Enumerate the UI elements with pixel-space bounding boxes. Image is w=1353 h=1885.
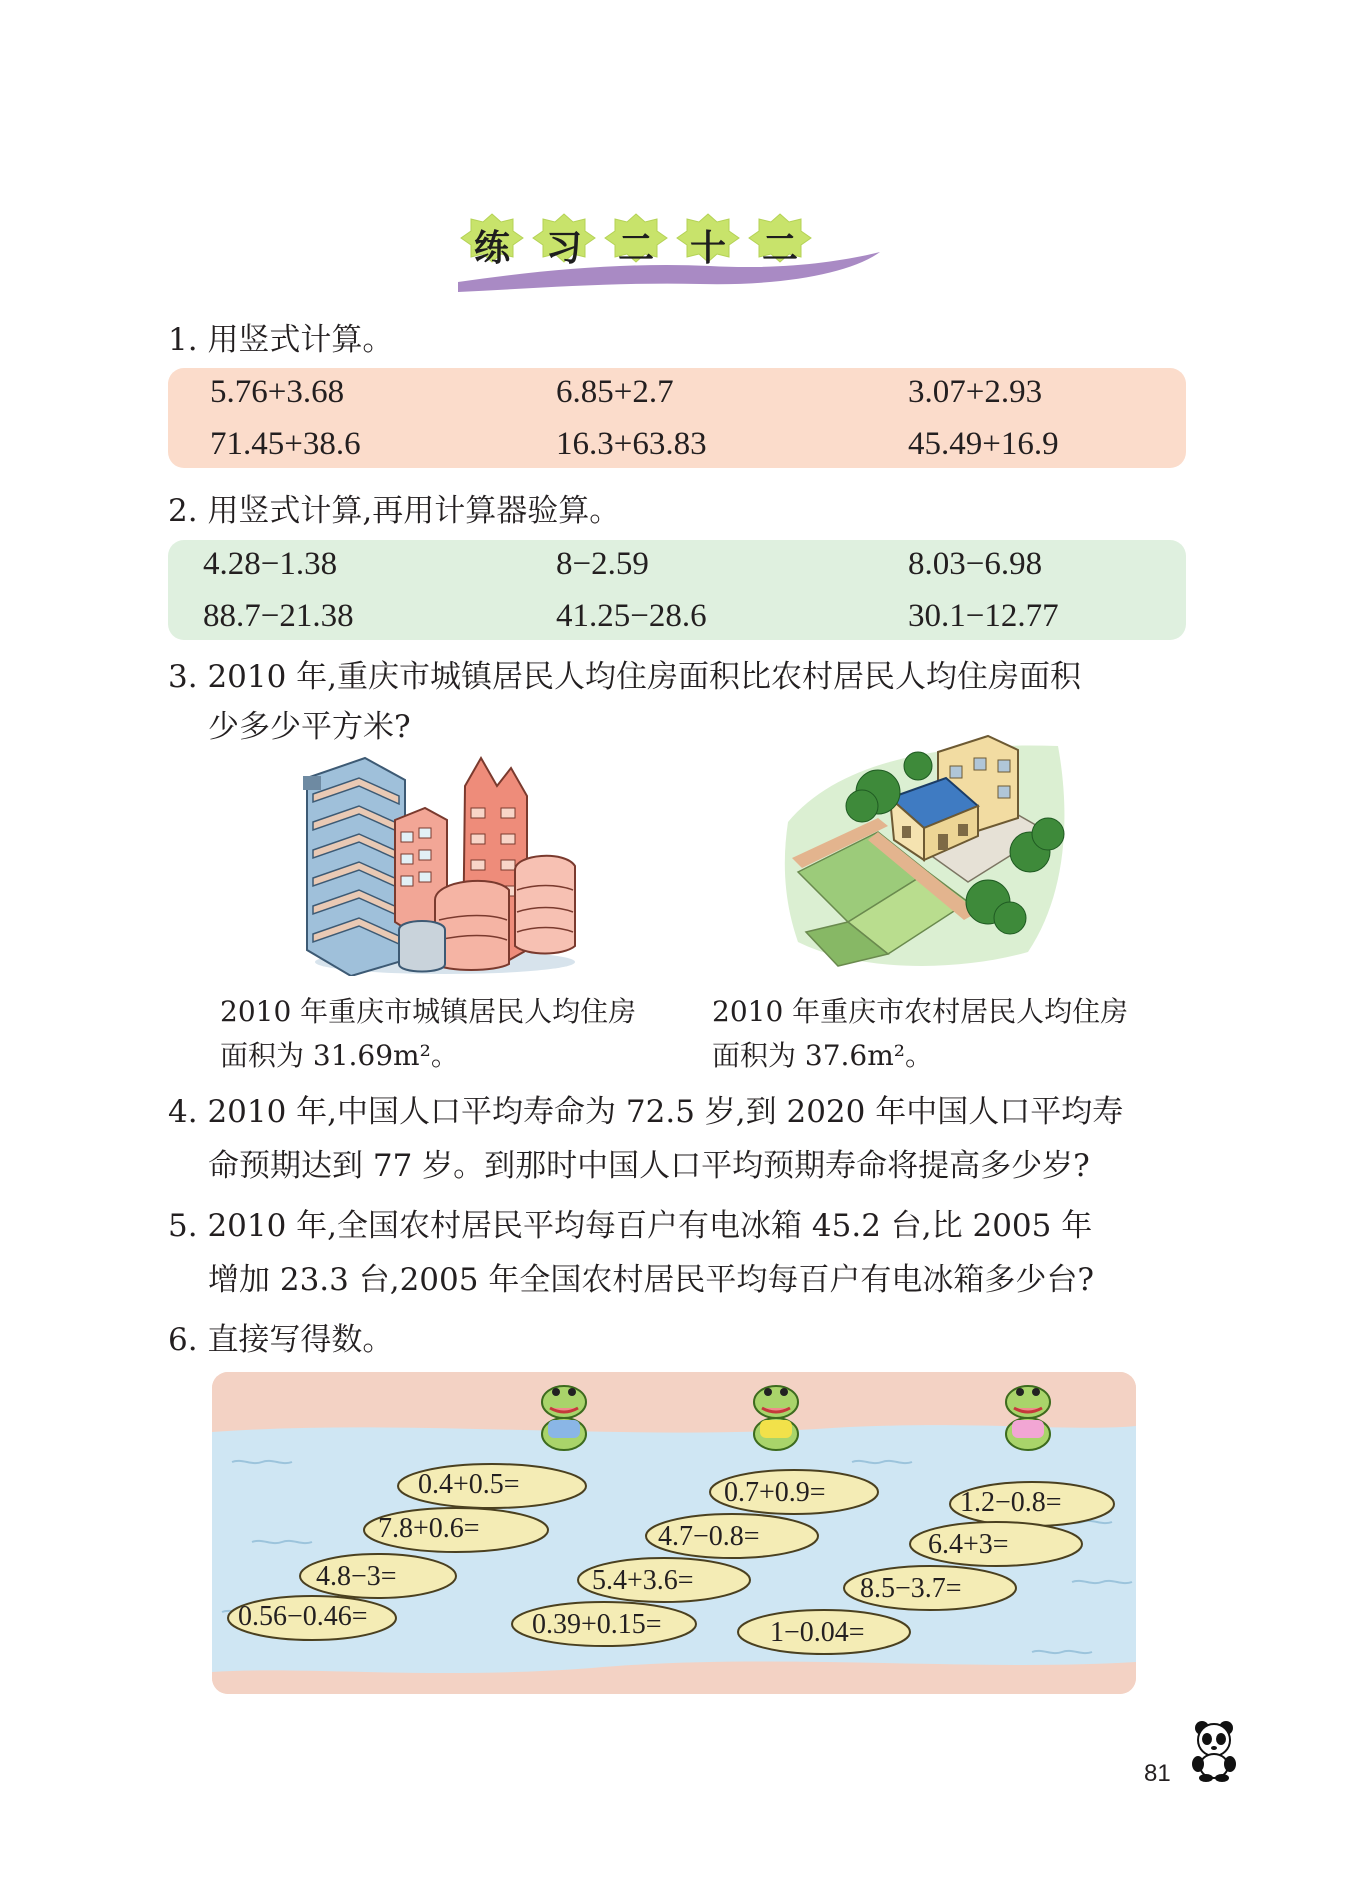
q4-number: 4. [168,1094,198,1130]
q2-text: 用竖式计算,再用计算器验算。 [207,493,621,529]
q5-line-2: 增加 23.3 台,2005 年全国农村居民平均每百户有电冰箱多少台? [208,1262,1094,1298]
q4-line-1 [168,1092,1123,1132]
q3-caption-right-1: 2010 年重庆市农村居民人均住房 [712,995,1129,1028]
title-char-3: 二 [617,228,654,269]
q2-item: 8.03−6.98 [908,546,1043,582]
q3-text-1: 2010 年,重庆市城镇居民人均住房面积比农村居民人均住房面积 [207,659,1082,695]
stone-problem: 6.4+3= [928,1529,1009,1560]
stone-problem: 7.8+0.6= [378,1513,480,1544]
title-char-1: 练 [473,228,510,269]
stone-problem: 0.39+0.15= [532,1609,662,1640]
q6-heading [168,1320,393,1360]
page-number: 81 [1144,1760,1171,1787]
city-buildings-illustration [295,750,585,976]
q3-caption-right-2: 面积为 37.6m²。 [712,1039,934,1072]
q1-item: 5.76+3.68 [210,374,345,410]
panda-icon [1186,1718,1242,1782]
q2-problem-box [168,540,1186,640]
q2-heading [168,491,620,531]
q3-line-1 [168,657,1081,697]
q5-number: 5. [168,1208,198,1244]
q1-text: 用竖式计算。 [207,322,394,358]
stone-problem: 8.5−3.7= [860,1573,962,1604]
q3-number: 3. [168,659,198,695]
q1-item: 45.49+16.9 [908,426,1059,462]
q1-item: 3.07+2.93 [908,374,1043,410]
q4-line-2: 命预期达到 77 岁。到那时中国人口平均预期寿命将提高多少岁? [208,1148,1090,1184]
q1-problem-box [168,368,1186,468]
stone-problem: 4.7−0.8= [658,1521,760,1552]
stone-problem: 4.8−3= [316,1561,397,1592]
stone-problem: 0.4+0.5= [418,1469,520,1500]
q1-item: 16.3+63.83 [556,426,707,462]
q3-line-2: 少多少平方米? [208,709,411,745]
q3-caption-left-2: 面积为 31.69m²。 [220,1039,459,1072]
exercise-title [450,200,890,310]
stone-problem: 0.7+0.9= [724,1477,826,1508]
rural-house-illustration [778,722,1074,974]
title-char-5: 二 [761,228,798,269]
title-char-4: 十 [689,228,726,269]
q2-item: 4.28−1.38 [203,546,338,582]
q6-number: 6. [168,1322,198,1358]
stone-problem: 1.2−0.8= [960,1487,1062,1518]
q4-text-1: 2010 年,中国人口平均寿命为 72.5 岁,到 2020 年中国人口平均寿 [207,1094,1124,1130]
q2-item: 8−2.59 [556,546,649,582]
q1-item: 71.45+38.6 [210,426,361,462]
title-char-2: 习 [545,228,582,269]
q1-heading [168,320,393,360]
q1-item: 6.85+2.7 [556,374,674,410]
stone-problem: 0.56−0.46= [238,1601,368,1632]
stone-problem: 1−0.04= [770,1617,865,1648]
stone-problem: 5.4+3.6= [592,1565,694,1596]
q2-item: 41.25−28.6 [556,598,707,634]
q6-text: 直接写得数。 [207,1322,394,1358]
q5-line-1 [168,1206,1092,1246]
q5-text-1: 2010 年,全国农村居民平均每百户有电冰箱 45.2 台,比 2005 年 [207,1208,1093,1244]
stepping-stone-pond [212,1372,1136,1694]
q1-number: 1. [168,322,198,358]
q3-caption-left-1: 2010 年重庆市城镇居民人均住房 [220,995,637,1028]
q2-item: 88.7−21.38 [203,598,354,634]
q2-number: 2. [168,493,198,529]
q2-item: 30.1−12.77 [908,598,1059,634]
